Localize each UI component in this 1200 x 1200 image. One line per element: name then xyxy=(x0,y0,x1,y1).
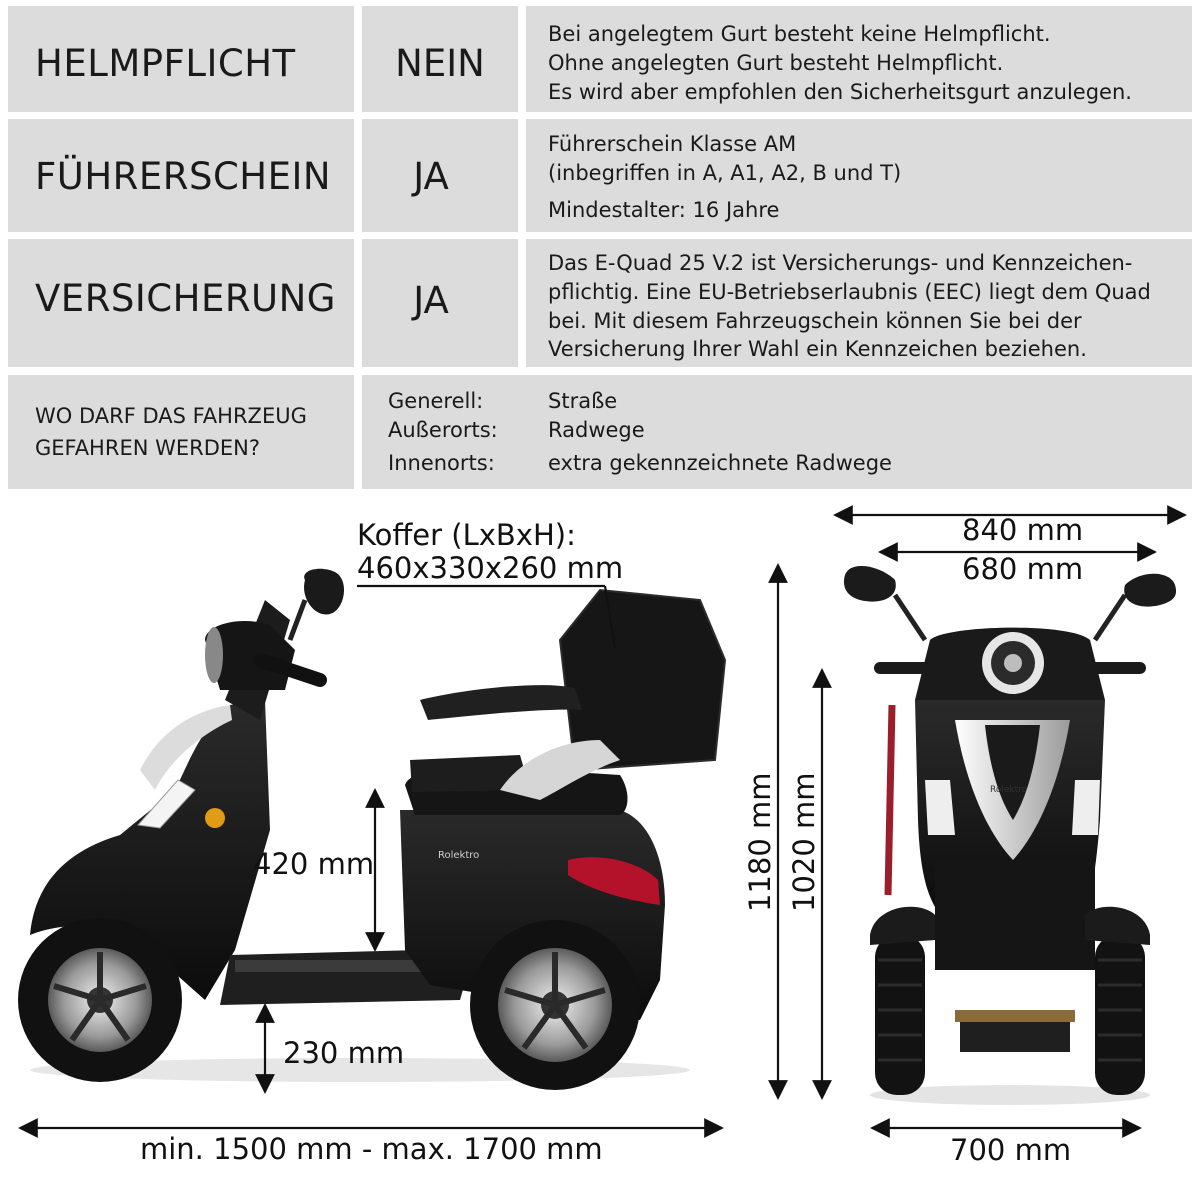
row-helmpflicht-text-line: Ohne angelegten Gurt besteht Helmpflicht. xyxy=(548,51,1004,75)
side-logo: Rolektro xyxy=(438,850,480,861)
side-front-wheel xyxy=(18,918,182,1082)
row-versicherung-text-line: Versicherung Ihrer Wahl ein Kennzeichen beziehen. xyxy=(548,337,1087,361)
front-right-wheel xyxy=(1095,935,1145,1095)
where-key: Innenorts: xyxy=(388,451,495,475)
width-handlebar-label: 680 mm xyxy=(962,552,1084,586)
width-track-label: 700 mm xyxy=(950,1133,1072,1167)
side-view-scooter xyxy=(18,569,725,1090)
row-versicherung-text-line: bei. Mit diesem Fahrzeugschein können Sie bei der xyxy=(548,309,1082,333)
where-value: Straße xyxy=(548,389,618,413)
row-helmpflicht-value: NEIN xyxy=(395,42,485,85)
koffer-value: 460x330x260 mm xyxy=(357,551,624,585)
front-logo: Rolektro xyxy=(990,785,1028,795)
row-fuehrerschein-label: FÜHRERSCHEIN xyxy=(35,155,332,198)
row-fuehrerschein-text-line: Führerschein Klasse AM xyxy=(548,132,797,156)
row-versicherung-label: VERSICHERUNG xyxy=(35,277,336,320)
row-helmpflicht-label: HELMPFLICHT xyxy=(35,42,296,85)
height-total-label: 1180 mm xyxy=(743,772,777,912)
where-value: extra gekennzeichnete Radwege xyxy=(548,451,892,475)
where-value: Radwege xyxy=(548,418,645,442)
row-where-label-line: WO DARF DAS FAHRZEUG xyxy=(35,404,307,428)
front-view-scooter xyxy=(844,566,1176,1105)
where-key: Generell: xyxy=(388,389,484,413)
koffer-label: Koffer (LxBxH): xyxy=(357,518,576,552)
side-rear-wheel xyxy=(470,920,640,1090)
seat-height-label: 420 mm xyxy=(253,847,375,881)
front-left-wheel xyxy=(875,935,925,1095)
ground-clearance-label: 230 mm xyxy=(283,1036,405,1070)
row-fuehrerschein-text-line: Mindestalter: 16 Jahre xyxy=(548,198,780,222)
height-handle-label: 1020 mm xyxy=(787,772,821,912)
row-helmpflicht-text-line: Es wird aber empfohlen den Sicherheitsgurt anzulegen. xyxy=(548,80,1132,104)
row-fuehrerschein-text-line: (inbegriffen in A, A1, A2, B und T) xyxy=(548,161,902,185)
row-versicherung-text-line: pflichtig. Eine EU-Betriebserlaubnis (EEC) liegt dem Quad xyxy=(548,280,1151,304)
length-label: min. 1500 mm - max. 1700 mm xyxy=(140,1132,603,1166)
where-key: Außerorts: xyxy=(388,418,498,442)
row-where-label-line: GEFAHREN WERDEN? xyxy=(35,436,261,460)
row-versicherung-value: JA xyxy=(413,279,449,322)
row-fuehrerschein-value: JA xyxy=(413,155,449,198)
row-versicherung-text-line: Das E-Quad 25 V.2 ist Versicherungs- und Kennzeichen- xyxy=(548,251,1133,275)
width-mirrors-label: 840 mm xyxy=(962,513,1084,547)
row-helmpflicht-text-line: Bei angelegtem Gurt besteht keine Helmpflicht. xyxy=(548,22,1051,46)
